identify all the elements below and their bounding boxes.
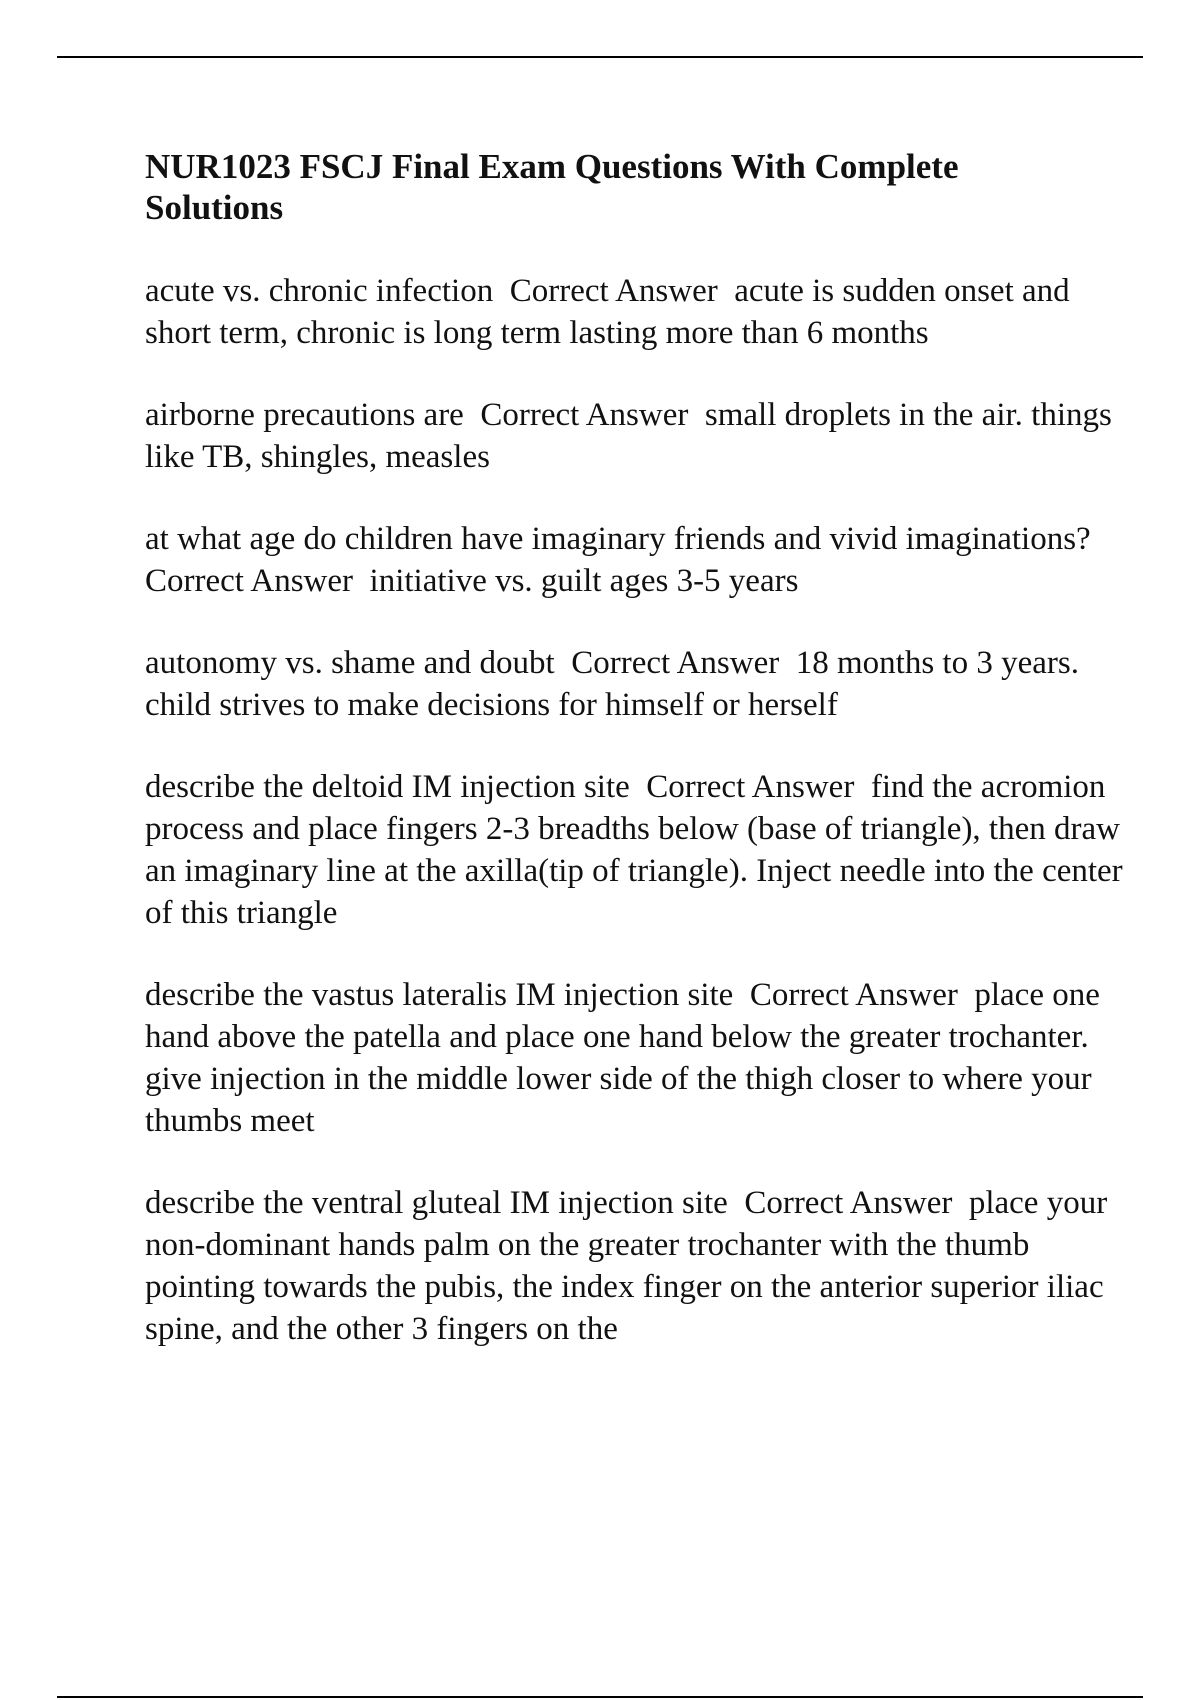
answer-text: acute is sudden onset and short term, chronic is long term lasting more than 6 months [145, 273, 1078, 351]
answer-label: Correct Answer [509, 273, 718, 309]
top-rule [57, 56, 1143, 58]
document-body [145, 146, 1135, 1390]
answer-text: small droplets in the air. things like TB, shingles, measles [145, 397, 1121, 475]
answer-text: find the acromion process and place fingers 2-3 breadths below (base of triangle), then draw an imaginary line at the axilla(tip of triangle). Inject needle into the center of this triangle [145, 769, 1131, 931]
bottom-rule [57, 1696, 1143, 1698]
answer-label: Correct Answer [480, 397, 689, 433]
answer-text: 18 months to 3 years. child strives to make decisions for himself or herself [145, 645, 1088, 723]
qa-entry [145, 1182, 1135, 1350]
answer-label: Correct Answer [646, 769, 855, 805]
answer-label: Correct Answer [145, 563, 354, 599]
answer-text: initiative vs. guilt ages 3-5 years [369, 563, 799, 599]
answer-label: Correct Answer [571, 645, 780, 681]
answer-label: Correct Answer [749, 977, 958, 1013]
qa-entry [145, 766, 1135, 934]
document-title: NUR1023 FSCJ Final Exam Questions With Complete Solutions [145, 147, 959, 227]
question-text: airborne precautions are [145, 397, 464, 433]
question-text: describe the deltoid IM injection site [145, 769, 630, 805]
question-text: acute vs. chronic infection [145, 273, 494, 309]
qa-entry [145, 394, 1135, 478]
question-text: describe the vastus lateralis IM injection site [145, 977, 734, 1013]
qa-entry [145, 518, 1135, 602]
question-text: autonomy vs. shame and doubt [145, 645, 555, 681]
qa-entry [145, 974, 1135, 1142]
answer-text: place one hand above the patella and place one hand below the greater trochanter. give injection in the middle lower side of the thigh closer to where your thumbs meet [145, 977, 1109, 1139]
qa-entry [145, 642, 1135, 726]
qa-entry [145, 270, 1135, 354]
question-text: describe the ventral gluteal IM injection site [145, 1185, 728, 1221]
answer-text: place your non-dominant hands palm on the greater trochanter with the thumb pointing towards the pubis, the index finger on the anterior superior iliac spine, and the other 3 fingers on the [145, 1185, 1116, 1347]
answer-label: Correct Answer [744, 1185, 953, 1221]
question-text: at what age do children have imaginary friends and vivid imaginations? [145, 521, 1091, 557]
